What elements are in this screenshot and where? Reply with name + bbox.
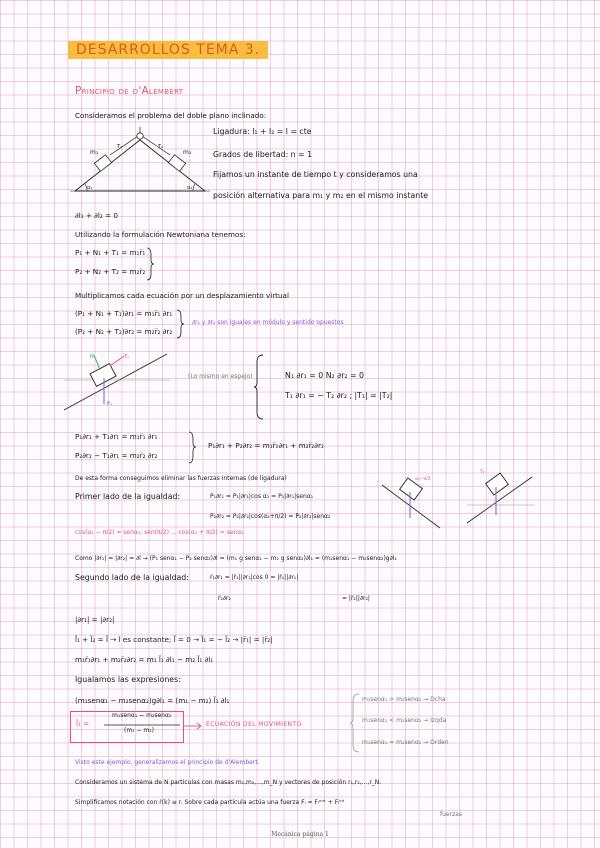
brace-newton [146, 247, 154, 281]
utilizando-text: Utilizando la formulación Newtoniana tenemos: [75, 230, 246, 239]
grados-text: Grados de libertad: n = 1 [213, 150, 313, 159]
tension-work-eq: T₁ ∂r₁ = − T₂ ∂r₂ ; |T₁| = |T₂| [285, 391, 393, 400]
fraction-bar [104, 724, 180, 726]
label-t1: T₁ [117, 144, 123, 150]
cases-bracket [350, 693, 360, 753]
label-m1: m₁ [90, 149, 99, 156]
label-t2: T₂ [158, 144, 164, 150]
box-lhs: l̈₁ = [76, 719, 90, 728]
ligadura-text: Ligadura: l₁ + l₂ = l = cte [213, 127, 312, 136]
como-eq: Como |∂r₁| = |∂r₂| = ∂l → (P₁ senα₁ − P₂ senα₂)∂l = (m₁ g senα₁ − m₂ g senα₂)∂l₁ = (m₁senα₁ − m₂senα₂)g∂l₁ [75, 555, 397, 562]
pulley [137, 133, 143, 139]
incline-triangle [75, 140, 205, 191]
visto-text: Visto este ejemplo, generalizamos el principio de d'Alembert. [75, 759, 260, 766]
label-a1-right: α₁−π/2 [415, 477, 431, 482]
label-a2: α₂ [187, 185, 193, 191]
segundo-label: Segundo lado de la igualdad: [75, 573, 189, 582]
primer-eq-1: P₁∂r₁ = P₁|∂r₁|cos α₁ = P₁|∂r₁|senα₁ [210, 493, 314, 500]
consideramos-text: Consideramos un sistema de N partículas con masas m₁,m₂,...,m_N y vectores de posición r₁,r₂,...,r_N. [75, 779, 382, 786]
arrow-to-ecuacion [184, 722, 204, 730]
page-footer: Mecánica página 1 [271, 831, 329, 838]
block-m1 [94, 155, 111, 171]
newton-eq-2: P₂ + N₂ + T₂ = m₂r̈₂ [75, 267, 146, 276]
case-left: m₁senα₁ < m₂senα₂ → Izqda [362, 717, 447, 724]
brace-sum [188, 431, 196, 464]
l-constant-eq: l̈₁ + l̈₂ = l̈ → l es constante; l̈ = 0 → l̈₁ = − l̈₂ → |r̈₁| = |r̈₂| [75, 635, 273, 644]
fijamos-line2: posición alternativa para m₁ y m₂ en el mismo instante [213, 191, 429, 200]
bracket-large [254, 354, 264, 420]
block-right-2 [486, 473, 509, 495]
primer-label: Primer lado de la igualdad: [75, 492, 181, 501]
sum-eq-2: P₂∂r₂ − T₁∂r₁ = m₂r̈₂ ∂r₂ [75, 451, 158, 460]
label-m2: m₂ [183, 149, 192, 156]
virtual-eq-1: (P₁ + N₁ + T₁)∂r₁ = m₁r̈₁ ∂r₁ [75, 309, 173, 318]
right-incline-diagram-1 [380, 470, 450, 530]
multiplicamos-text: Multiplicamos cada ecuación por un desplazamiento virtual [75, 291, 289, 300]
sum-result-eq: P₁∂r₁ + P₂∂r₂ = m₁r̈₁∂r₁ + m₂r̈₂∂r₂ [208, 441, 324, 450]
cos-note: cos(α₁ − π/2) = senα₁; sen(π/2) ... cos(α₂ + π/2) = senα₂ [75, 529, 244, 536]
normal-work-eq: N₁ ∂r₁ = 0 N₂ ∂r₂ = 0 [285, 371, 364, 380]
espejo-note: (Lo mismo en espejo) [188, 373, 253, 380]
block-force-diagram [62, 350, 172, 420]
igualamos-eq: (m₁senα₁ − m₂senα₂)g∂l₁ = (m₁ − m₂) l̈₁ ∂l₁ [75, 696, 230, 705]
page-title: DESARROLLOS TEMA 3. [68, 41, 268, 59]
primer-eq-2: P₂∂r₂ = P₂|∂r₂|cos(α₂+π/2) = P₂|∂r₂|senα₂ [210, 513, 331, 520]
label-t2-right: T₂ [480, 470, 485, 475]
section-subtitle: Principio de d'Alembert [75, 85, 184, 97]
m-l-eq: m₁r̈₁∂r₁ + m₂r̈₂∂r₂ = m₁ l̈₁ ∂l₁ − m₂ l̈₁ ∂l₁ [75, 655, 214, 664]
label-p1: P₁ [107, 401, 113, 407]
segundo-eq-3: = |r̈₂||∂r₂| [342, 595, 370, 602]
block-m1-free [90, 364, 116, 387]
sum-eq-1: P₁∂r₁ + T₁∂r₁ = m₁r̈₁ ∂r₁ [75, 432, 158, 441]
case-equal: m₁senα₁ = m₂senα₂ → Orden [362, 739, 449, 746]
angle-a2-arc [193, 184, 195, 191]
intro-text: Consideramos el problema del doble plano inclinado: [75, 111, 267, 120]
fuerzas-note: fuerzas [440, 811, 463, 818]
brace-virtual [176, 309, 184, 339]
label-a1: α₁ [87, 185, 93, 191]
case-right: m₁senα₁ > m₂senα₂ → Dcha [362, 696, 446, 703]
double-incline-diagram [70, 118, 210, 198]
dl-equation: ∂l₁ + ∂l₂ = 0 [75, 211, 118, 220]
segundo-eq-1: r̈₁∂r₁ = |r̈₁||∂r₁|cos 0 = |r̈₁||∂r₁| [210, 574, 299, 581]
box-numerator: m₁senα₁ − m₂senα₂ [112, 712, 172, 719]
label-n1: N₁ [90, 354, 96, 360]
ecuacion-label: ECUACIÓN DEL MOVIMIENTO [206, 721, 302, 728]
segundo-eq-2: r̈₂∂r₂ [218, 595, 231, 602]
simplificamos-text: Simplificamos notación con ṙ(k) ≡ r. Sobre cada partícula actúa una fuerza Fᵢ = Fᵢᵉˣᵗ + Fᵢⁱⁿᵗ [75, 799, 345, 806]
modulus-eq: |∂r₁| = |∂r₂| [75, 615, 115, 624]
box-denominator: (m₁ − m₂) [124, 727, 155, 734]
right-incline-diagram-2 [462, 465, 537, 525]
newton-eq-1: P₁ + N₁ + T₁ = m₁r̈₁ [75, 248, 146, 257]
virtual-eq-2: (P₂ + N₂ + T₂)∂r₂ = m₂r̈₂ ∂r₂ [75, 327, 173, 336]
virtual-note: ∂r₁ y ∂r₂ son iguales en módulo y sentido opuestos [192, 319, 344, 326]
block-m2 [168, 155, 185, 171]
label-t1-free: T₁ [124, 354, 130, 360]
igualamos-text: Igualamos las expresiones: [75, 675, 181, 684]
eliminar-text: De esta forma conseguimos eliminar las fuerzas internas (de ligadura) [75, 475, 287, 482]
tension-arrow [110, 356, 124, 366]
fijamos-line1: Fijamos un instante de tiempo t y consideramos una [213, 170, 418, 179]
